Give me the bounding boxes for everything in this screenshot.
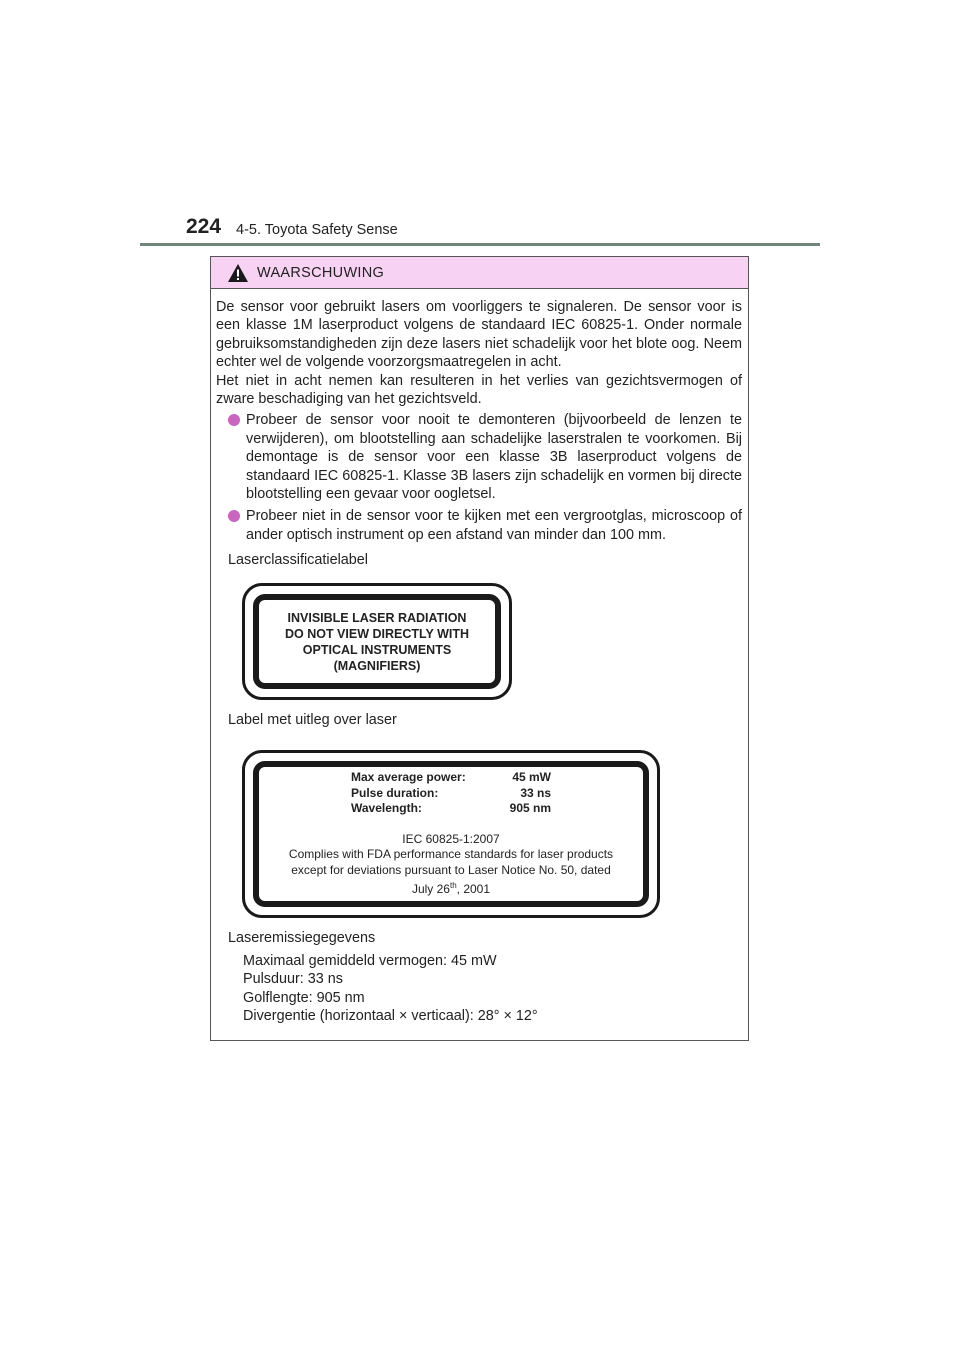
warning-content — [211, 289, 748, 570]
warning-bullet-list — [216, 411, 742, 544]
list-item: Probeer niet in de sensor voor te kijken met een vergrootglas, microscoop of ander optisch instrument op een afstand van minder dan 100 mm. — [216, 507, 742, 544]
spec-row: Pulse duration: 33 ns — [351, 785, 551, 800]
label-line: (MAGNIFIERS) — [333, 658, 421, 673]
header-rule — [140, 243, 820, 246]
caption-classification-label: Laserclassificatielabel — [228, 552, 368, 569]
warning-header — [211, 257, 748, 289]
spec-row: Wavelength: 905 nm — [351, 801, 551, 816]
bullet-dot-icon — [228, 414, 240, 426]
warning-consequence: Het niet in acht nemen kan resulteren in het verlies van gezichtsvermogen of zware beschadiging van het gezichtsveld. — [216, 372, 742, 408]
list-item: Probeer de sensor voor nooit te demonteren (bijvoorbeeld de lenzen te verwijderen), om blootstelling aan schadelijke laserstralen te voorkomen. Bij demontage is de sensor voor een klasse 3B laserproduct volgens de standaard IEC 60825-1. Klasse 3B lasers zijn schadelijk en vormen bij directe blootstelling een gevaar voor oogletsel. — [216, 411, 742, 503]
warning-triangle-icon — [227, 263, 249, 283]
laser-explanation-label — [242, 750, 660, 918]
label-line: DO NOT VIEW DIRECTLY WITH — [284, 626, 470, 641]
compliance-date: July 26th, 2001 — [411, 881, 491, 897]
spec-row: Max average power: 45 mW — [351, 770, 551, 785]
caption-emission-data: Laseremissiegegevens — [228, 930, 376, 946]
warning-intro: De sensor voor gebruikt lasers om voorliggers te signaleren. De sensor voor is een klasse 1M laserproduct volgens de standaard IEC 60825-1. Onder normale gebruiksomstandigheden zijn deze lasers niet schadelijk voor het blote oog. Neem echter wel de volgende voorzorgsmaatregelen in acht. — [216, 299, 742, 371]
emission-line: Pulsduur: 33 ns — [243, 971, 343, 988]
standard-text: IEC 60825-1:2007 — [402, 831, 500, 846]
warning-title: WAARSCHUWING — [257, 264, 385, 281]
compliance-text: except for deviations pursuant to Laser Notice No. 50, dated — [291, 862, 611, 877]
bullet-dot-icon — [228, 510, 240, 522]
emission-data-list — [243, 952, 538, 1026]
emission-line: Golflengte: 905 nm — [243, 989, 365, 1006]
caption-explanation-label: Label met uitleg over laser — [228, 712, 397, 728]
label-line: OPTICAL INSTRUMENTS — [302, 642, 452, 657]
page-number: 224 — [186, 215, 222, 238]
compliance-text: Complies with FDA performance standards for laser products — [288, 847, 614, 862]
laser-classification-label — [242, 583, 512, 700]
emission-line: Divergentie (horizontaal × verticaal): 28° × 12° — [243, 1008, 538, 1025]
section-title: 4-5. Toyota Safety Sense — [236, 222, 398, 238]
emission-line: Maximaal gemiddeld vermogen: 45 mW — [243, 953, 497, 969]
label-line: INVISIBLE LASER RADIATION — [287, 610, 467, 625]
